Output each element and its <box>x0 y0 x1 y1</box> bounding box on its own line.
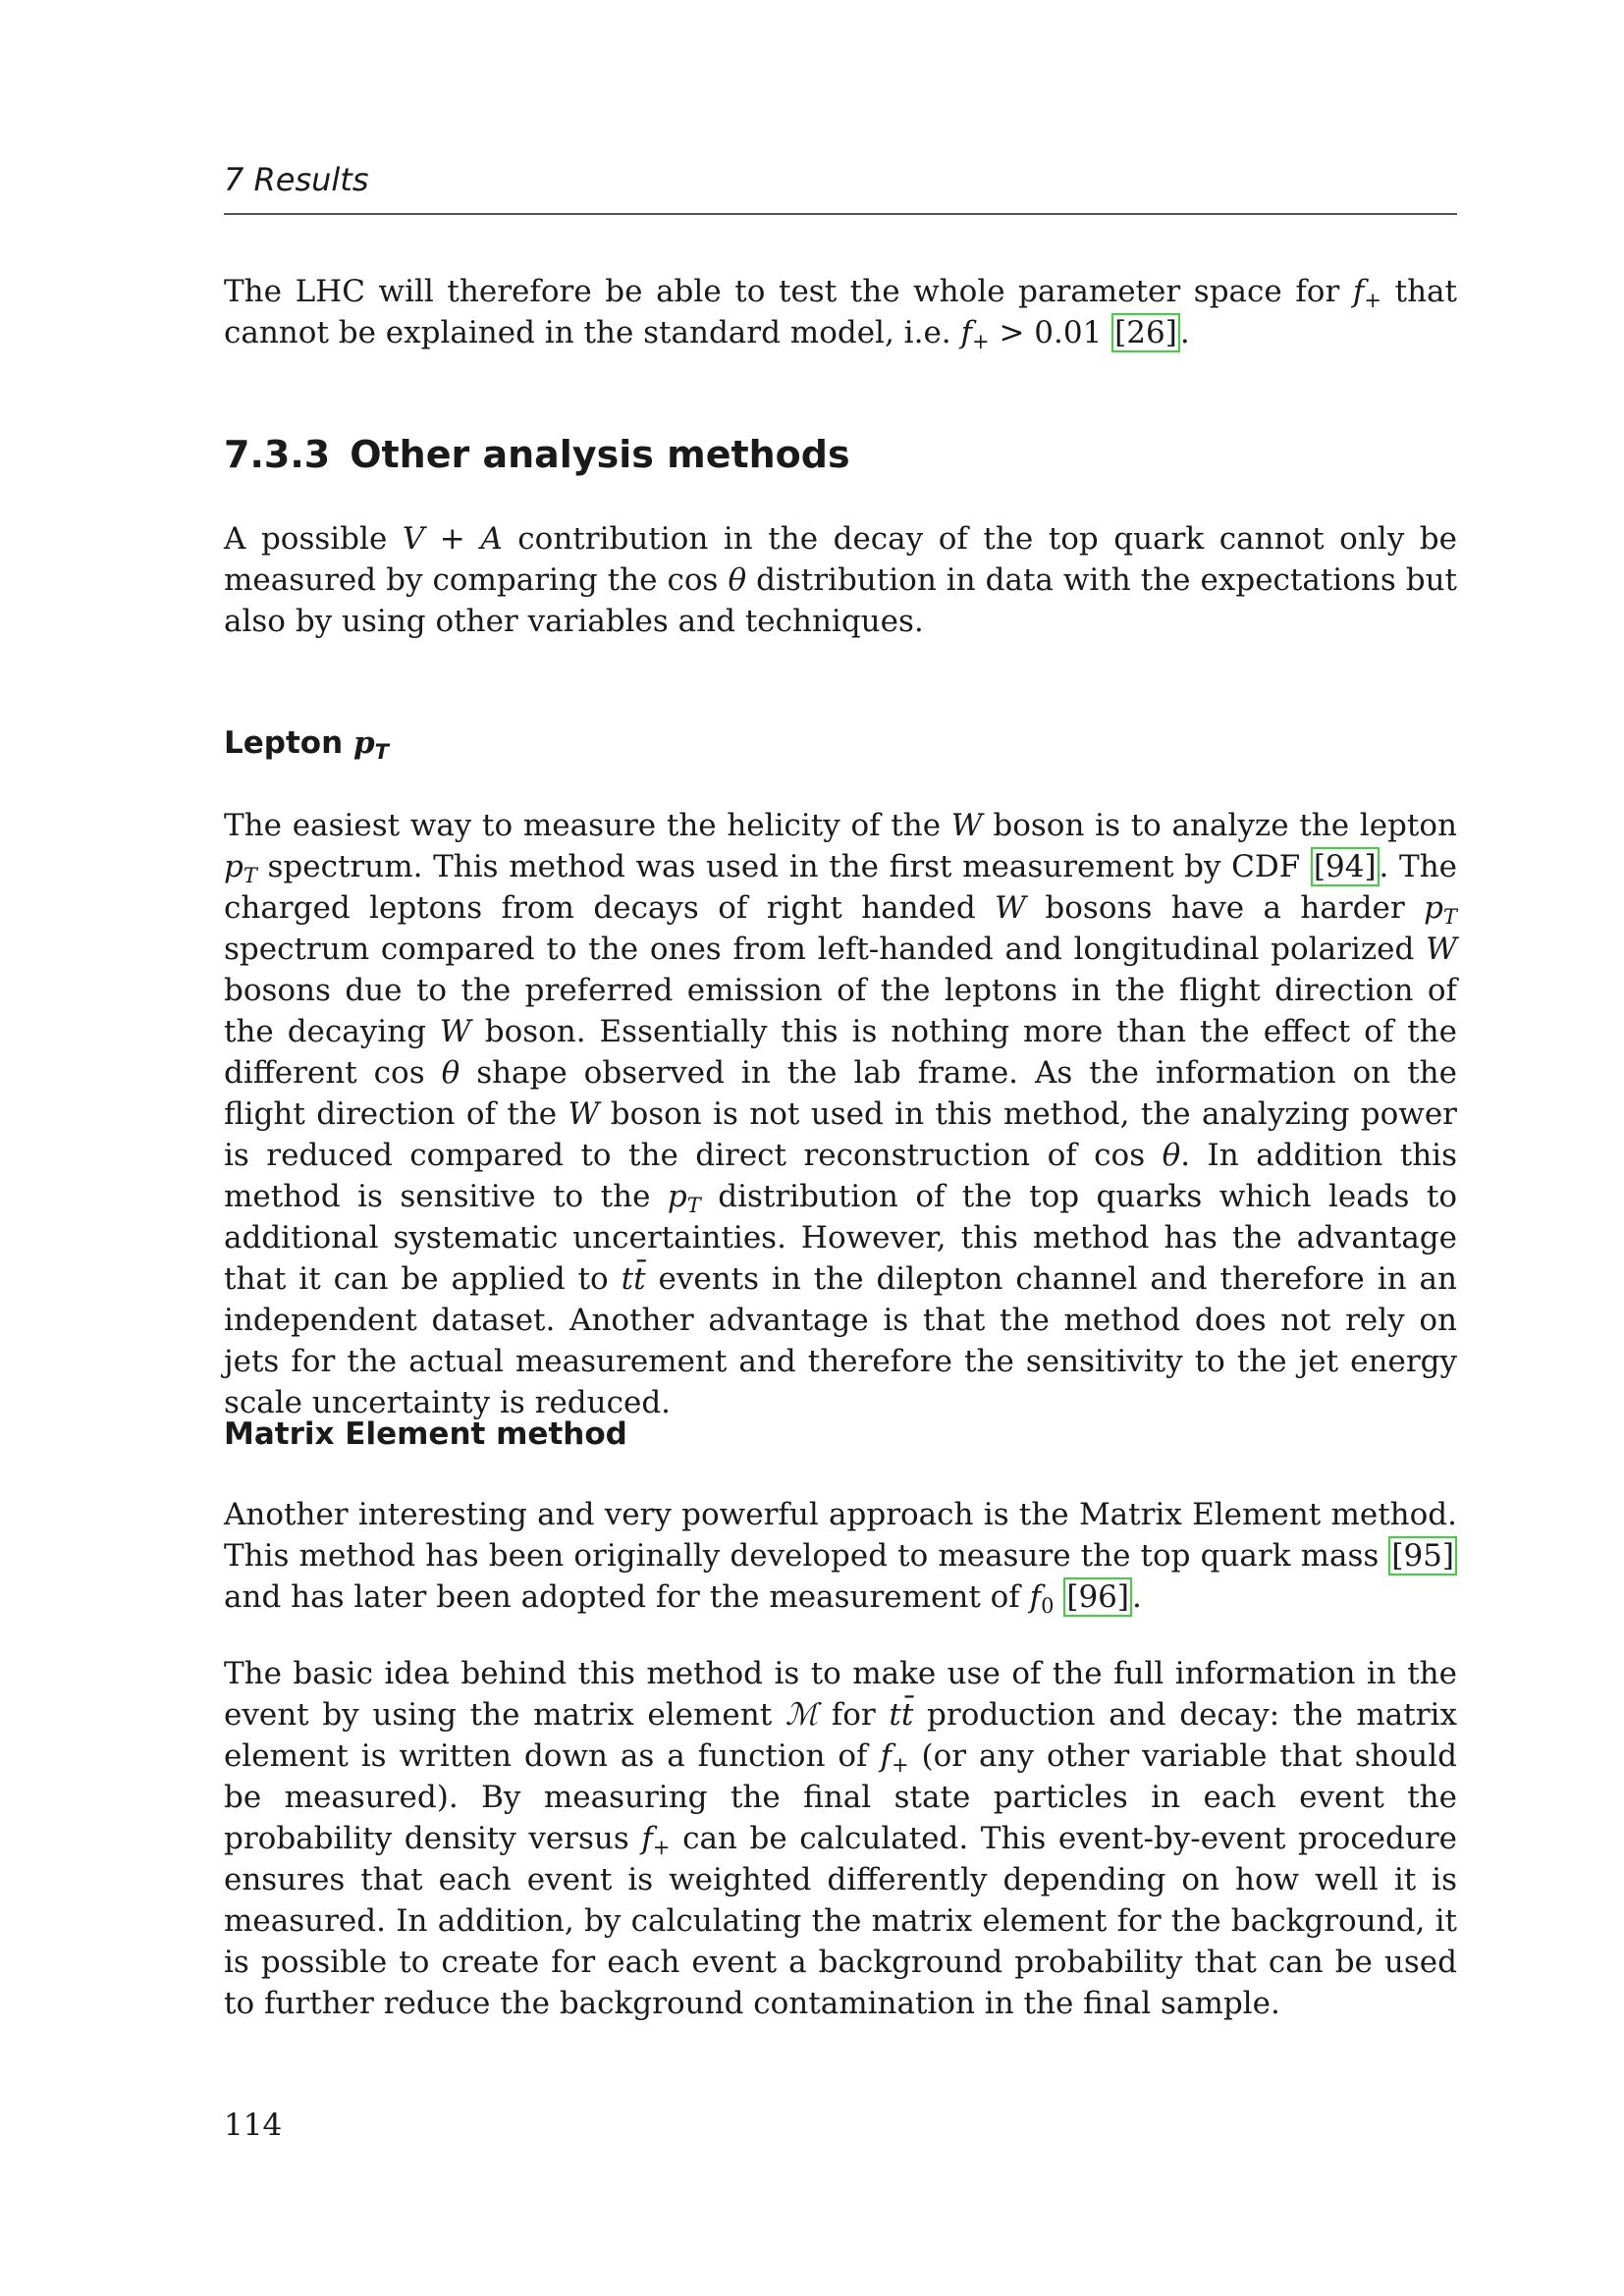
matrix-element-paragraph-1: Another interesting and very powerful approach is the Matrix Element method. This method has been originally developed to measure the top quark mass [95] and has later been adopted for the measurement of $f_0$ [96]. <box>224 1497 1457 1618</box>
citation-link-95[interactable]: [95] <box>1388 1536 1457 1575</box>
running-title: 7 Results <box>224 161 369 198</box>
lepton-pt-paragraph: The easiest way to measure the helicity of the W boson is to analyze the lepton $p_T$ spectrum. This method was used in the first measurement by CDF [94]. The charged leptons from decays of right handed W bosons have a harder $p_T$ spectrum compared to the ones from left-handed and longitudinal polarized W bosons due to the preferred emission of the leptons in the flight direction of the decaying W boson. Essentially this is nothing more than the effect of the different cos θ shape observed in the lab frame. As the information on the flight direction of the W boson is not used in this method, the analyzing power is reduced compared to the direct reconstruction of cos θ. In addition this method is sensitive to the $p_T$ distribution of the top quarks which leads to additional systematic uncertainties. However, this method has the advantage that it can be applied to tt̄ events in the dilepton channel and therefore in an independent dataset. Another advantage is that the method does not rely on jets for the actual measurement and therefore the sensitivity to the jet energy scale uncertainty is reduced. <box>224 808 1458 1420</box>
citation-link-94[interactable]: [94] <box>1311 847 1380 886</box>
section-intro-paragraph: A possible V + A contribution in the decay of the top quark cannot only be measured by comparing the cos θ distribution in data with the expectations but also by using other variables and techniques. <box>224 521 1458 639</box>
citation-link-26[interactable]: [26] <box>1111 313 1180 352</box>
section-title: 7.3.3 Other analysis methods <box>224 433 850 476</box>
page-number: 114 <box>224 2108 283 2143</box>
subsection-title-matrix-element: Matrix Element method <box>224 1416 627 1452</box>
matrix-element-paragraph-2: The basic idea behind this method is to make use of the full information in the event by using the matrix element ℳ for tt̄ production and decay: the matrix element is written down as a function of $f_+$ (or any other variable that should be measured). By measuring the final state particles in each event the probability density versus $f_+$ can be calculated. This event-by-event procedure ensures that each event is weighted differently depending on how well it is measured. In addition, by calculating the matrix element for the background, it is possible to create for each event a background probability that can be used to further reduce the background contamination in the final sample. <box>224 1656 1458 2021</box>
intro-paragraph: The LHC will therefore be able to test the whole parameter space for $f_+$ that cannot be explained in the standard model, i.e. $f_+ > 0.01$ [26]. <box>224 274 1457 353</box>
citation-link-96[interactable]: [96] <box>1063 1577 1132 1617</box>
running-header <box>224 160 1457 215</box>
subsection-title-lepton-pt: Lepton $p_T$ <box>224 725 389 764</box>
page <box>224 0 1457 2296</box>
